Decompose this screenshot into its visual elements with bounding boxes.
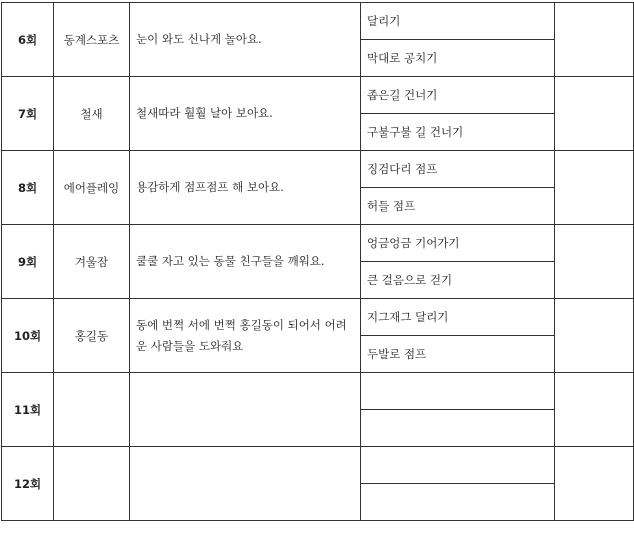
activity-cell: 좁은길 건너기 — [361, 77, 555, 114]
theme-cell — [54, 447, 130, 521]
note-cell — [555, 447, 634, 521]
activity-cell: 허들 점프 — [361, 188, 555, 225]
session-cell: 11회 — [2, 373, 54, 447]
session-cell: 6회 — [2, 3, 54, 77]
table-row — [2, 447, 634, 484]
activity-cell: 지그재그 달리기 — [361, 299, 555, 336]
note-cell — [555, 151, 634, 225]
theme-cell: 철새 — [54, 77, 130, 151]
session-cell: 12회 — [2, 447, 54, 521]
activity-cell: 막대로 공치기 — [361, 40, 555, 77]
session-cell: 9회 — [2, 225, 54, 299]
activity-cell: 달리기 — [361, 3, 555, 40]
theme-cell: 동계스포츠 — [54, 3, 130, 77]
description-cell: 철새따라 훨훨 날아 보아요. — [130, 77, 361, 151]
description-cell — [130, 447, 361, 521]
note-cell — [555, 225, 634, 299]
activity-cell: 두발로 점프 — [361, 336, 555, 373]
note-cell — [555, 3, 634, 77]
note-cell — [555, 77, 634, 151]
activity-cell: 큰 걸음으로 걷기 — [361, 262, 555, 299]
session-cell: 10회 — [2, 299, 54, 373]
table-row — [2, 225, 634, 262]
table-row — [2, 299, 634, 336]
description-cell: 눈이 와도 신나게 놀아요. — [130, 3, 361, 77]
theme-cell: 겨울잠 — [54, 225, 130, 299]
activity-cell — [361, 410, 555, 447]
session-cell: 7회 — [2, 77, 54, 151]
description-cell — [130, 373, 361, 447]
description-cell: 용감하게 점프점프 해 보아요. — [130, 151, 361, 225]
description-cell: 동에 번쩍 서에 번쩍 홍길동이 되어서 어려운 사람들을 도와줘요 — [130, 299, 361, 373]
table-row — [2, 373, 634, 410]
table-row — [2, 3, 634, 40]
activity-cell: 징검다리 점프 — [361, 151, 555, 188]
schedule-table — [1, 2, 634, 521]
activity-cell: 구불구불 길 건너기 — [361, 114, 555, 151]
note-cell — [555, 299, 634, 373]
activity-cell — [361, 373, 555, 410]
activity-cell — [361, 447, 555, 484]
table-row — [2, 151, 634, 188]
session-cell: 8회 — [2, 151, 54, 225]
note-cell — [555, 373, 634, 447]
table-row — [2, 77, 634, 114]
description-cell: 쿨쿨 자고 있는 동물 친구들을 깨워요. — [130, 225, 361, 299]
activity-cell: 엉금엉금 기어가기 — [361, 225, 555, 262]
theme-cell — [54, 373, 130, 447]
activity-cell — [361, 484, 555, 521]
theme-cell: 홍길동 — [54, 299, 130, 373]
theme-cell: 에어플레잉 — [54, 151, 130, 225]
